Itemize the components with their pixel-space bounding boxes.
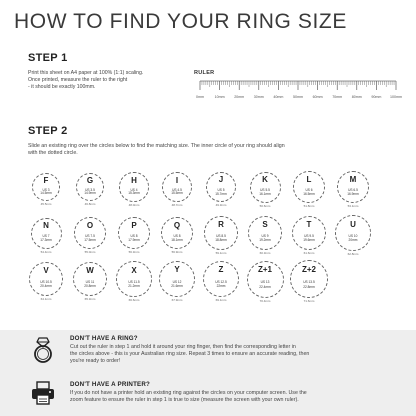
tip-line: the circles above - this is your Australian ring size. Repeat 3 times to ensure an accurate reading, then xyxy=(70,351,310,358)
step2-line: with the dotted circle. xyxy=(28,150,78,157)
ring-size-l xyxy=(293,171,325,211)
ring-circumference: 49.3mm xyxy=(215,203,227,208)
ring-us-size: US 7.5 xyxy=(85,233,95,238)
ring-circumference: 71.6mm xyxy=(303,298,315,303)
ring-circumference: 64.1mm xyxy=(40,297,52,301)
ring-size-g xyxy=(76,173,105,210)
ring-us-size: US 7 xyxy=(42,233,50,238)
ring-size-n xyxy=(31,218,62,257)
ring-circumference: 54.4mm xyxy=(40,249,52,254)
ring-letter: I xyxy=(175,175,179,185)
ring-circumference: 67.9mm xyxy=(171,297,183,302)
ring-us-size: US 5.5 xyxy=(260,187,270,192)
ring-us-size: US 9.5 xyxy=(304,233,314,238)
ring-letter: Q xyxy=(173,220,181,230)
printer-icon xyxy=(30,380,56,406)
ring-size-u xyxy=(335,215,370,258)
ring-letter: Y xyxy=(174,265,180,275)
ring-diameter: 20.4mm xyxy=(40,284,52,289)
ring-us-size: US 4.5 xyxy=(172,187,182,192)
ring-size-j xyxy=(206,172,236,210)
ring-diameter: 22.8mm xyxy=(303,284,315,289)
ring-us-size: US 6 xyxy=(305,187,313,192)
ring-circumference: 62.8mm xyxy=(347,251,359,256)
ring-letter: S xyxy=(262,220,268,230)
ring-diameter: 15.3mm xyxy=(128,191,140,196)
ring-size-zplus1 xyxy=(247,261,284,306)
ring-diameter: 17.9mm xyxy=(128,237,140,242)
ring-diameter: 14.5mm xyxy=(40,191,52,196)
ring-circumference: 56.3mm xyxy=(128,250,140,255)
ruler-tick-label: 40mm xyxy=(273,95,284,99)
ring-diameter: 15.5mm xyxy=(171,191,183,196)
ring-letter: O xyxy=(86,220,94,230)
ring-circumference: 60.3mm xyxy=(259,251,271,255)
step2-line: Slide an existing ring over the circles below to find the matching size. The inner circle of your ring should align xyxy=(28,143,285,149)
ruler-label: RULER xyxy=(194,70,215,76)
ring-letter: Z xyxy=(218,265,224,275)
ring-letter: J xyxy=(218,175,224,185)
ring-circumference: 65.3mm xyxy=(84,297,96,302)
ring-circumference: 53.1mm xyxy=(347,204,359,209)
ring-circumference: 48.0mm xyxy=(128,202,140,207)
tip-line: Cut out the ruler in step 1 and hold it around your ring finger, then find the corresponding letter in xyxy=(70,344,296,350)
ring-us-size: US 5 xyxy=(217,187,225,192)
ring-letter: N xyxy=(43,221,49,231)
ring-letter: P xyxy=(131,220,137,230)
ring-size-q xyxy=(161,217,194,258)
ring-diameter: 19.2mm xyxy=(259,238,271,243)
ring-us-size: US 9 xyxy=(261,233,269,238)
ring-us-size: US 8 xyxy=(173,233,181,238)
ring-us-size: US 3 xyxy=(42,187,50,192)
tip-line: zoom feature to ensure the ruler in step 1 is true to size (measure the screen with your own ruler). xyxy=(70,397,299,404)
ring-diameter: 17.5mm xyxy=(84,237,96,242)
ring-letter: L xyxy=(306,174,312,184)
ruler-tick-label: 90mm xyxy=(371,95,382,99)
ring-us-size: US 11 xyxy=(85,279,95,284)
ring-letter: R xyxy=(218,220,224,230)
ring-circumference: 51.8mm xyxy=(303,203,315,208)
ring-circumference: 50.6mm xyxy=(259,203,271,208)
ring-diameter: 21.2mm xyxy=(128,284,140,289)
ring-letter: U xyxy=(350,219,356,229)
ring-diameter: 16.1mm xyxy=(259,191,271,196)
ruler-tick-label: 0mm xyxy=(196,95,204,99)
ring-letter: F xyxy=(43,176,49,186)
ring-size-t xyxy=(292,216,327,259)
ring-size-zplus2 xyxy=(290,260,328,306)
page-title: HOW TO FIND YOUR RING SIZE xyxy=(14,10,347,33)
ring-size-m xyxy=(337,171,369,211)
tip-line: you're ready to order! xyxy=(70,358,121,365)
ring-size-v xyxy=(29,262,63,304)
tip-line: If you do not have a printer hold an existing ring against the circles on your computer screen. Use the xyxy=(70,390,307,396)
ring-circumference: 59.1mm xyxy=(215,250,227,255)
ruler-tick-label: 30mm xyxy=(253,95,264,99)
step1-instructions xyxy=(28,70,188,91)
ruler-tick-label: 70mm xyxy=(332,95,343,99)
tip-text-no-ring xyxy=(70,344,400,366)
ring-diameter: 19.6mm xyxy=(303,238,315,243)
ring-us-size: US 6.5 xyxy=(348,187,358,192)
ring-diameter: 22.4mm xyxy=(259,284,271,289)
ring-size-w xyxy=(73,262,108,305)
ring-size-f xyxy=(32,173,60,209)
ring-letter: T xyxy=(306,219,312,229)
ring-us-size: US 3.5 xyxy=(85,187,95,192)
ring-diameter: 20.8mm xyxy=(84,284,96,289)
ring-diameter: 18.1mm xyxy=(171,237,183,242)
ring-diameter: 14.9mm xyxy=(84,191,96,196)
ring-us-size: US 12.5 xyxy=(215,279,227,284)
ring-icon xyxy=(30,336,56,364)
ring-letter: V xyxy=(43,266,49,276)
ring-letter: Z+1 xyxy=(257,264,272,274)
ring-us-size: US 10 xyxy=(348,233,358,238)
ring-diameter: 16.9mm xyxy=(347,191,359,196)
step2-heading: STEP 2 xyxy=(28,125,68,137)
ring-circumference: 66.6mm xyxy=(128,297,140,302)
ring-diameter: 16.5mm xyxy=(303,191,315,196)
ring-circumference: 56.9mm xyxy=(171,250,183,255)
ring-us-size: US 10.5 xyxy=(40,279,52,284)
ring-letter: M xyxy=(349,174,357,184)
ring-diameter: 17.3mm xyxy=(40,237,52,242)
ring-circumference: 69.1mm xyxy=(215,298,227,303)
ring-size-k xyxy=(250,172,281,211)
ring-size-y xyxy=(159,261,195,305)
step1-line: Once printed, measure the ruler to the right xyxy=(28,77,128,83)
ruler xyxy=(193,79,405,103)
ring-letter: G xyxy=(86,176,94,186)
ring-size-i xyxy=(162,172,192,210)
ring-us-size: US 8.5 xyxy=(216,233,226,238)
ring-diameter: 22mm xyxy=(216,284,226,289)
ring-letter: H xyxy=(131,175,137,185)
ring-diameter: 18.8mm xyxy=(215,238,227,242)
ring-circumference: 70.4mm xyxy=(259,298,271,303)
ring-letter: X xyxy=(131,265,137,275)
ring-size-z xyxy=(203,261,239,305)
ring-size-p xyxy=(118,217,150,257)
ruler-tick-label: 50mm xyxy=(293,95,303,99)
ruler-tick-label: 20mm xyxy=(234,95,245,99)
step1-line: - it should be exactly 100mm. xyxy=(28,84,96,90)
ring-circumference: 55.0mm xyxy=(84,249,96,254)
ring-us-size: US 13.5 xyxy=(303,279,315,284)
step2-instructions xyxy=(28,143,398,158)
ring-letter: W xyxy=(86,265,94,275)
ring-size-x xyxy=(116,261,151,304)
ring-circumference: 48.7mm xyxy=(171,202,183,207)
ring-letter: Z+2 xyxy=(301,264,316,274)
step1-line: Print this sheet on A4 paper at 100% (1:1) scaling. xyxy=(28,70,144,76)
ring-circumference: 61.6mm xyxy=(303,251,315,256)
ring-us-size: US 11.5 xyxy=(128,279,140,284)
ring-diameter: 21.6mm xyxy=(171,284,183,289)
step1-heading: STEP 1 xyxy=(28,52,68,64)
ruler-tick-label: 10mm xyxy=(214,95,225,99)
ring-size-s xyxy=(248,216,282,258)
ruler-tick-label: 100mm xyxy=(390,95,402,99)
ring-circumference: 45.5mm xyxy=(40,202,52,206)
ring-diameter: 20mm xyxy=(348,238,358,243)
ring-us-size: US 13 xyxy=(260,279,270,284)
ruler-tick-label: 60mm xyxy=(312,95,323,99)
ring-diameter: 15.7mm xyxy=(215,191,227,196)
tip-title-no-ring: DON'T HAVE A RING? xyxy=(70,335,138,342)
tip-title-no-printer: DON'T HAVE A PRINTER? xyxy=(70,381,151,388)
ring-size-r xyxy=(204,216,237,257)
ring-us-size: US 8 xyxy=(130,233,138,238)
tip-text-no-printer xyxy=(70,390,400,404)
ring-circumference: 46.8mm xyxy=(84,202,96,207)
ruler-tick-label: 80mm xyxy=(351,95,362,99)
ring-us-size: US 4 xyxy=(130,187,138,192)
ring-size-o xyxy=(74,217,106,257)
ring-us-size: US 12 xyxy=(172,279,182,284)
ring-letter: K xyxy=(262,175,268,185)
tips-panel xyxy=(0,330,416,416)
ring-size-h xyxy=(119,172,148,209)
